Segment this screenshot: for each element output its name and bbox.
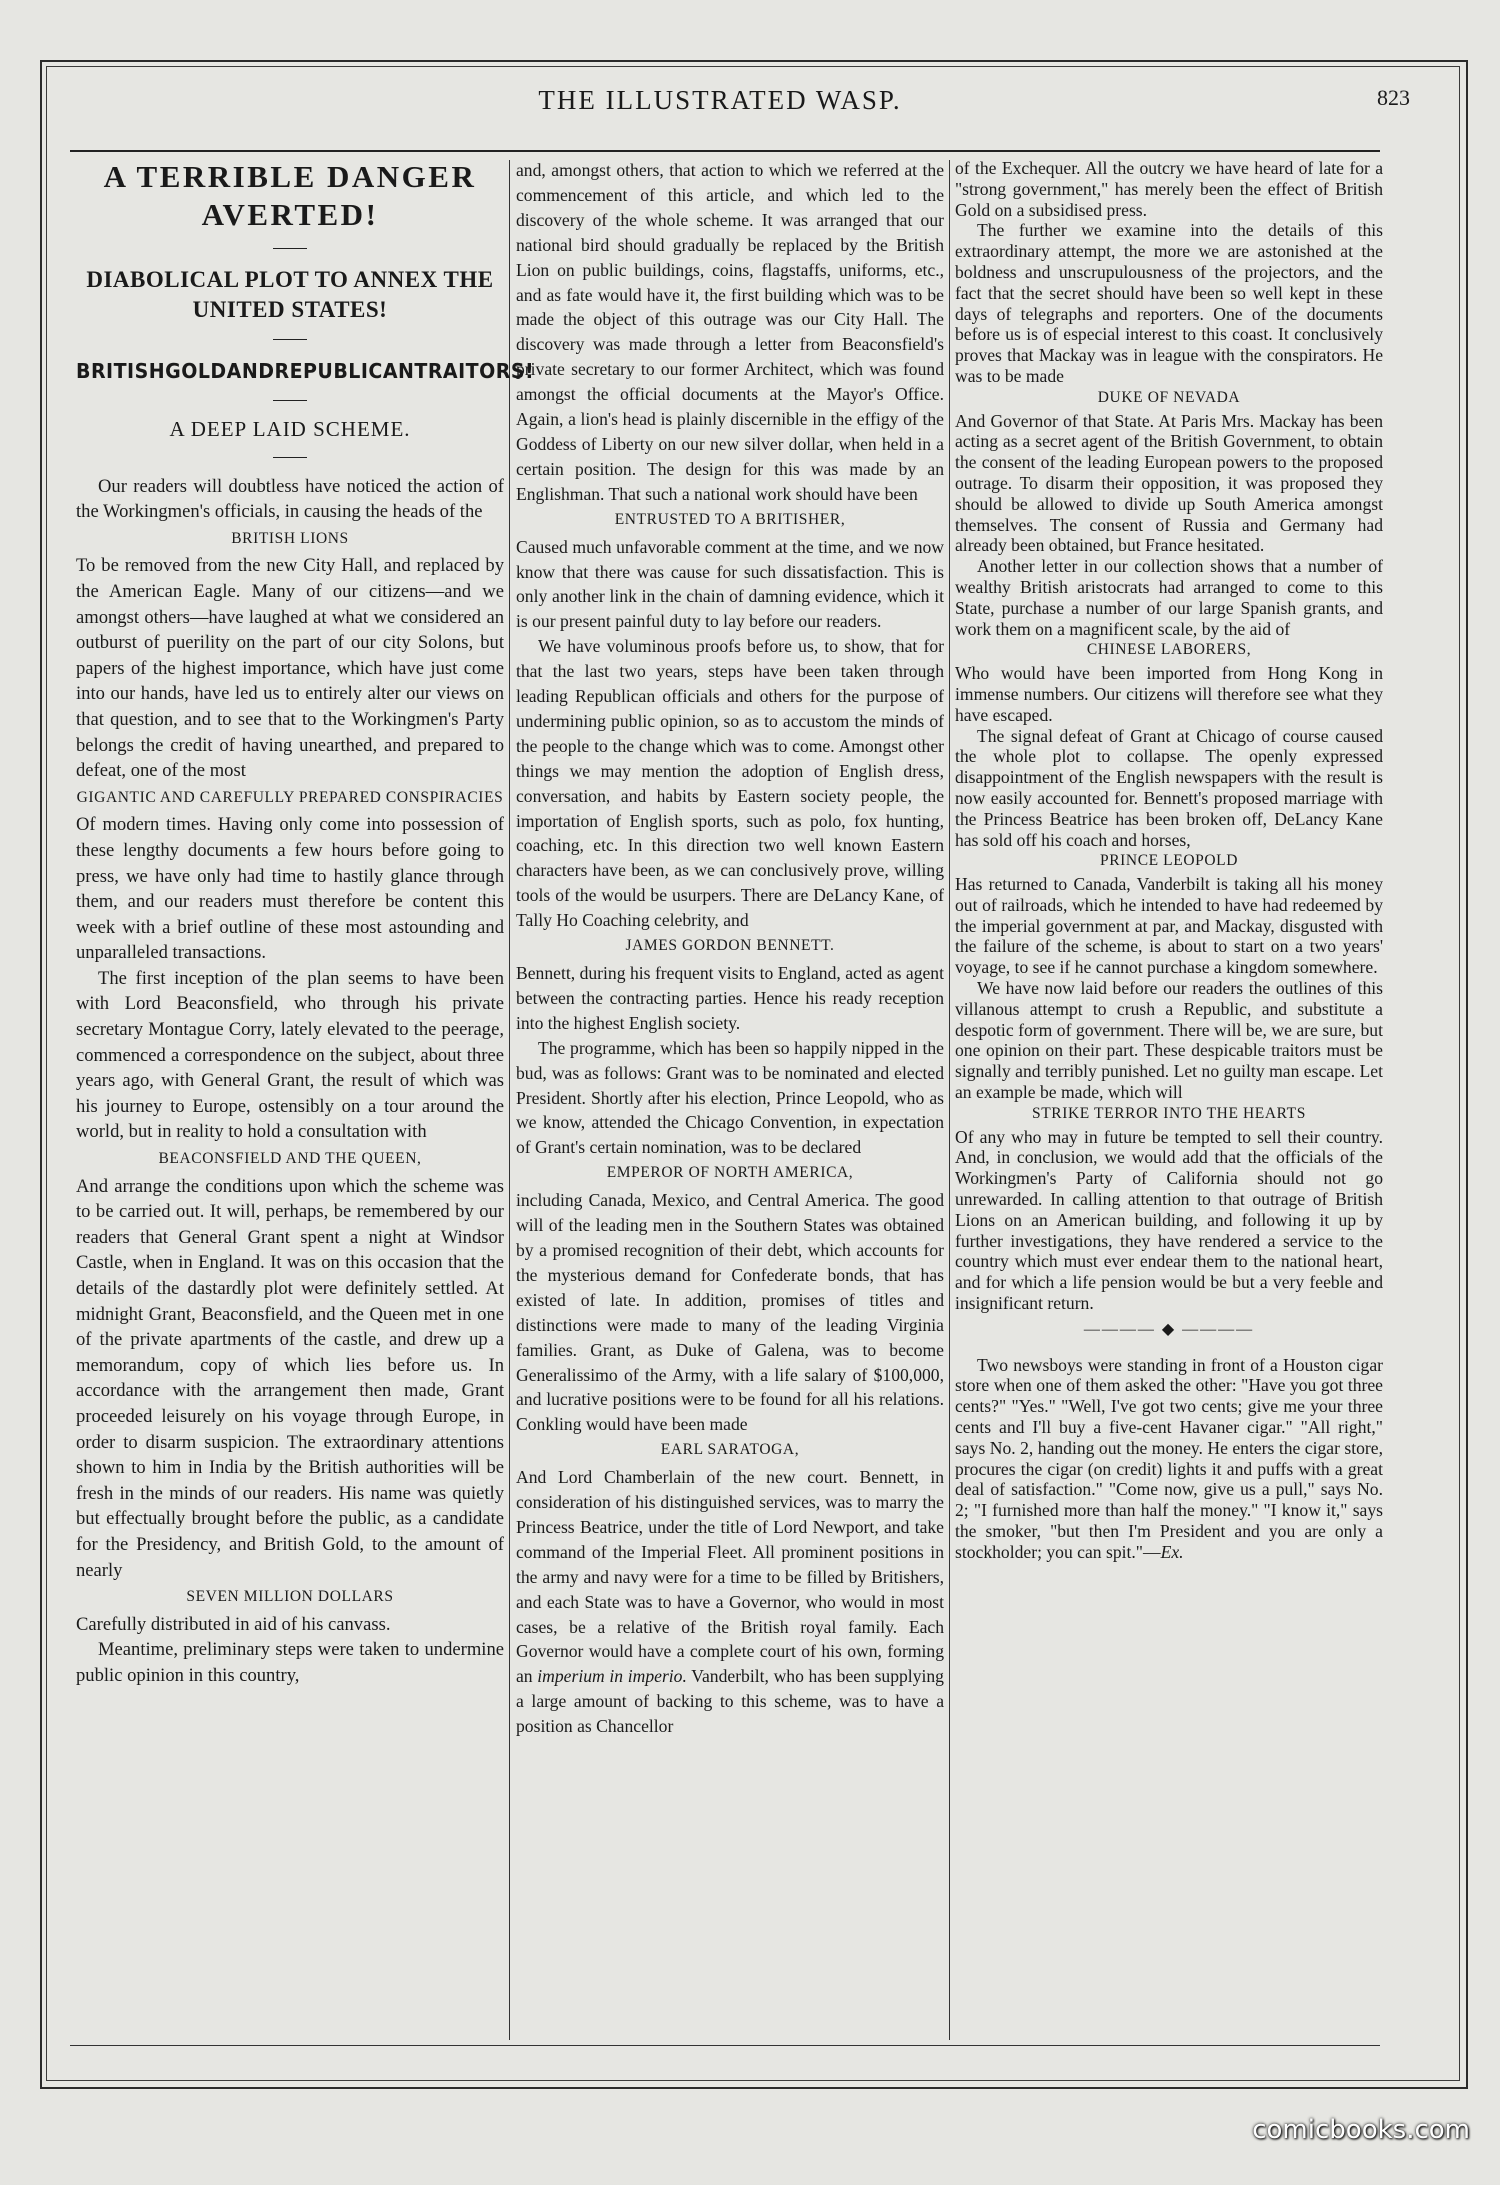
- page-number: 823: [1377, 85, 1410, 110]
- paragraph: The first inception of the plan seems to have been with Lord Beaconsfield, who through his private secretary Montague Corry, lately elevated to the peerage, commenced a correspondence on the subject, about three years ago, with General Grant, the result of which was his journey to Europe, ostensibly on a tour around the world, but in reality to hold a consultation with: [76, 967, 504, 1143]
- page-header: [60, 85, 1410, 125]
- divider: [273, 248, 307, 249]
- divider: [273, 457, 307, 458]
- section-heading: BEACONSFIELD AND THE QUEEN,: [158, 1150, 422, 1168]
- ornamental-divider: ———— ◆ ————: [1083, 1320, 1255, 1338]
- section-heading: EMPEROR OF NORTH AMERICA,: [606, 1164, 854, 1182]
- subheadline-british-gold: [76, 356, 535, 386]
- section-heading: JAMES GORDON BENNETT.: [625, 937, 835, 955]
- column-rule-2: [949, 160, 950, 2040]
- header-rule: [70, 150, 1380, 152]
- divider: [273, 400, 307, 401]
- paragraph: To be removed from the new City Hall, and replaced by the American Eagle. Many of our citizens—and we amongst others—have laughed at what we considered an outburst of puerility on the part of our city Solons, but papers of the highest importance, which have just come into our hands, have led us to entirely alter our views on that question, and to see that to the Workingmen's Party belongs the credit of having unearthed, and prepared to defeat, one of the most: [76, 555, 504, 782]
- bottom-rule: [70, 2045, 1380, 2046]
- paragraph: Our readers will doubtless have noticed the action of the Workingmen's officials, in causing the heads of the: [76, 475, 504, 523]
- main-headline: A TERRIBLE DANGER AVERTED!: [103, 159, 477, 232]
- column-rule-1: [509, 160, 510, 2040]
- paragraph: [516, 1465, 944, 1739]
- paragraph: Carefully distributed in aid of his canvass.: [76, 1613, 391, 1635]
- paragraph: Who would have been imported from Hong Kong in immense numbers. Our citizens will therefore see what they have escaped.: [955, 663, 1383, 725]
- text-run: Two newsboys were standing in front of a Houston cigar store when one of them asked the other: "Have you got three cents?" "Yes." "Well, I've got two cents; give me your three cents and I'll buy a five-cent Havaner cigar." "All right," says No. 2, handing out the money. He enters the cigar store, procures the cigar (on credit) lights it and puffs with a great deal of satisfaction." "Come now, give us a pull," says No. 2; "I furnished more than half the money." "I know it," says the smoker, "but then I'm President and you are only a stockholder; you can spit."—: [955, 1354, 1383, 1562]
- paragraph: The programme, which has been so happily nipped in the bud, was as follows: Grant was to be nominated and elected President. Shortly after his election, Prince Leopold, who as we know, attended the Chicago Convention, in expectation of Grant's certain nomination, was to be declared: [516, 1037, 944, 1158]
- paragraph: Of any who may in future be tempted to sell their country. And, in conclusion, we would add that the officials of the Workingmen's Party of California should not go unrewarded. In calling attention to that outrage of British Lions on an American building, and following it up by further investigations, they have rendered a service to the country which must ever endear them to the national heart, and for which a life pension would be but a very feeble and insignificant return.: [955, 1126, 1383, 1314]
- column-3: [955, 158, 1383, 1563]
- subhead-word: GOLD: [165, 359, 227, 383]
- running-title: THE ILLUSTRATED WASP.: [538, 85, 902, 115]
- subheadline-plot: DIABOLICAL PLOT TO ANNEX THE UNITED STATES!: [86, 267, 494, 322]
- paragraph: We have now laid before our readers the outlines of this villanous attempt to crush a Republic, and substitute a despotic form of government. There will be, we are sure, but one opinion on their part. These despicable traitors must be signally and terribly punished. Let no guilty man escape. Let an example be made, which will: [955, 978, 1383, 1103]
- paragraph: And Governor of that State. At Paris Mrs. Mackay has been acting as a secret agent of the British Government, to obtain the consent of the leading European powers to the proposed outrage. To disarm their opposition, it was proposed they should be allowed to divide up South America amongst themselves. The consent of Russia and Germany had already been obtained, but France hesitated.: [955, 410, 1383, 556]
- section-heading: ENTRUSTED TO A BRITISHER,: [614, 510, 846, 528]
- section-heading: CHINESE LABORERS,: [1086, 641, 1252, 659]
- column-1: [76, 158, 535, 1689]
- source-credit: Ex.: [1160, 1541, 1184, 1562]
- subhead-word: TRAITORS!: [414, 359, 535, 383]
- section-heading: DUKE OF NEVADA: [1097, 388, 1241, 406]
- subheadline-scheme: A DEEP LAID SCHEME.: [169, 417, 411, 441]
- divider: [273, 339, 307, 340]
- subhead-word: REPUBLICAN: [274, 359, 415, 383]
- paragraph: The further we examine into the details of this extraordinary attempt, the more we are astonished at the boldness and unscrupulousness of the projectors, and the fact that the secret should have been so well kept in these days of telegraphs and reporters. One of the documents before us is of especial interest to this coast. It conclusively proves that Mackay was in league with the conspirators. He was to be made: [955, 220, 1383, 386]
- section-heading: PRINCE LEOPOLD: [1099, 852, 1238, 870]
- paragraph: The signal defeat of Grant at Chicago of course caused the whole plot to collapse. The openly expressed disappointment of the English newspapers with the result is now easily accounted for. Bennett's proposed marriage with the Princess Beatrice has been broken off, DeLancy Kane has sold off his coach and horses,: [955, 725, 1383, 850]
- paragraph: Meantime, preliminary steps were taken to undermine public opinion in this country,: [76, 1639, 504, 1686]
- paragraph: Has returned to Canada, Vanderbilt is taking all his money out of railroads, which he intended to have had redeemed by the imperial government at par, and Mackay, disgusted with the failure of the scheme, is about to start on a two years' voyage, to see if he cannot purchase a kingdom somewhere.: [955, 874, 1383, 978]
- section-heading: EARL SARATOGA,: [660, 1441, 800, 1459]
- section-heading: BRITISH LIONS: [231, 529, 349, 547]
- subhead-word: AND: [226, 359, 275, 383]
- paragraph: Of modern times. Having only come into possession of these lengthy documents a few hours before going to press, we have only had time to hastily glance through them, and our readers must therefore be content this week with a brief outline of these most astounding and unparalleled transactions.: [76, 814, 504, 964]
- subhead-word: BRITISH: [76, 359, 166, 383]
- column-2: [516, 158, 944, 1739]
- paragraph: We have voluminous proofs before us, to show, that for that the last two years, steps have been taken through leading Republican officials and others for the purpose of undermining public opinion, so as to accustom the minds of the people to the change which was to come. Amongst other things we may mention the adoption of English dress, conversation, and habits by Eastern society people, the importation of English sports, such as polo, fox hunting, coaching, etc. In this direction two well known Eastern characters have been, as we can conclusively prove, willing tools of the would be usurpers. There are DeLancy Kane, of Tally Ho Coaching celebrity, and: [516, 636, 944, 931]
- paragraph: including Canada, Mexico, and Central America. The good will of the leading men in the Southern States was obtained by a promised recognition of their debt, which accounts for the mysterious demand for Confederate bonds, that has existed of late. In addition, promises of titles and distinctions were made to many of the leading Virginia families. Grant, as Duke of Galena, was to become Generalissimo of the Army, with a life salary of $100,000, and lucrative positions were to be found for all his relations. Conkling would have been made: [516, 1190, 944, 1435]
- paragraph: [955, 1355, 1383, 1563]
- section-heading: STRIKE TERROR INTO THE HEARTS: [1032, 1104, 1306, 1122]
- text-run: Vanderbilt, who has been supplying a large amount of backing to this scheme, was to have a position as Chancellor: [516, 1666, 944, 1737]
- paragraph: and, amongst others, that action to which we referred at the commencement of this article, and which led to the discovery of the whole scheme. It was arranged that our national bird should gradually be replaced by the British Lion on public buildings, coins, flagstaffs, uniforms, etc., and as fate would have it, the first building which was to be made the object of this outrage was our City Hall. The discovery was made through a letter from Beaconsfield's private secretary to our former Architect, which was found amongst the official documents at the Mayor's Office. Again, a lion's head is plainly discernible in the effigy of the Goddess of Liberty on our new silver dollar, when held in a certain position. The design for this was made by an Englishman. That such a national work should have been: [516, 160, 944, 504]
- text-run: And Lord Chamberlain of the new court. Bennett, in consideration of his distinguished services, was to marry the Princess Beatrice, under the title of Lord Newport, and take command of the Imperial Fleet. All prominent positions in the army and navy were for a time to be filled by Britishers, and each State was to have a Governor, who would in most cases, be a relative of the British royal family. Each Governor would have a complete court of his own, forming an: [516, 1467, 944, 1687]
- paragraph: of the Exchequer. All the outcry we have heard of late for a "strong government," has merely been the effect of British Gold on a subsidised press.: [955, 158, 1383, 220]
- paragraph: Caused much unfavorable comment at the time, and we now know that there was cause for such dissatisfaction. This is only another link in the chain of damning evidence, which it is our present painful duty to lay before our readers.: [516, 536, 944, 632]
- section-heading: SEVEN MILLION DOLLARS: [186, 1588, 394, 1606]
- paragraph: And arrange the conditions upon which the scheme was to be carried out. It will, perhaps, be remembered by our readers that General Grant spent a night at Windsor Castle, when in England. It was on this occasion that the details of the dastardly plot were definitely settled. At midnight Grant, Beaconsfield, and the Queen met in one of the private apartments of the castle, and drew up a memorandum, copy of which lies before us. In accordance with the arrangement then made, Grant proceeded leisurely on his voyage through Europe, in order to disarm suspicion. The extraordinary attentions shown to him in India by the British authorities will be fresh in the minds of our readers. His name was quietly but effectually brought before the public, as a candidate for the Presidency, and British Gold, to the amount of nearly: [76, 1175, 504, 1581]
- watermark: comicbooks.com: [1252, 2115, 1470, 2145]
- italic-phrase: imperium in imperio.: [537, 1666, 687, 1687]
- paragraph: Another letter in our collection shows that a number of wealthy British aristocrats had arranged to come to this State, purchase a number of our large Spanish grants, and work them on a magnificent scale, by the aid of: [955, 556, 1383, 639]
- paragraph: Bennett, during his frequent visits to England, acted as agent between the contracting parties. Hence his ready reception into the highest English society.: [516, 963, 944, 1033]
- section-heading: GIGANTIC AND CAREFULLY PREPARED CONSPIRACIES: [76, 788, 504, 806]
